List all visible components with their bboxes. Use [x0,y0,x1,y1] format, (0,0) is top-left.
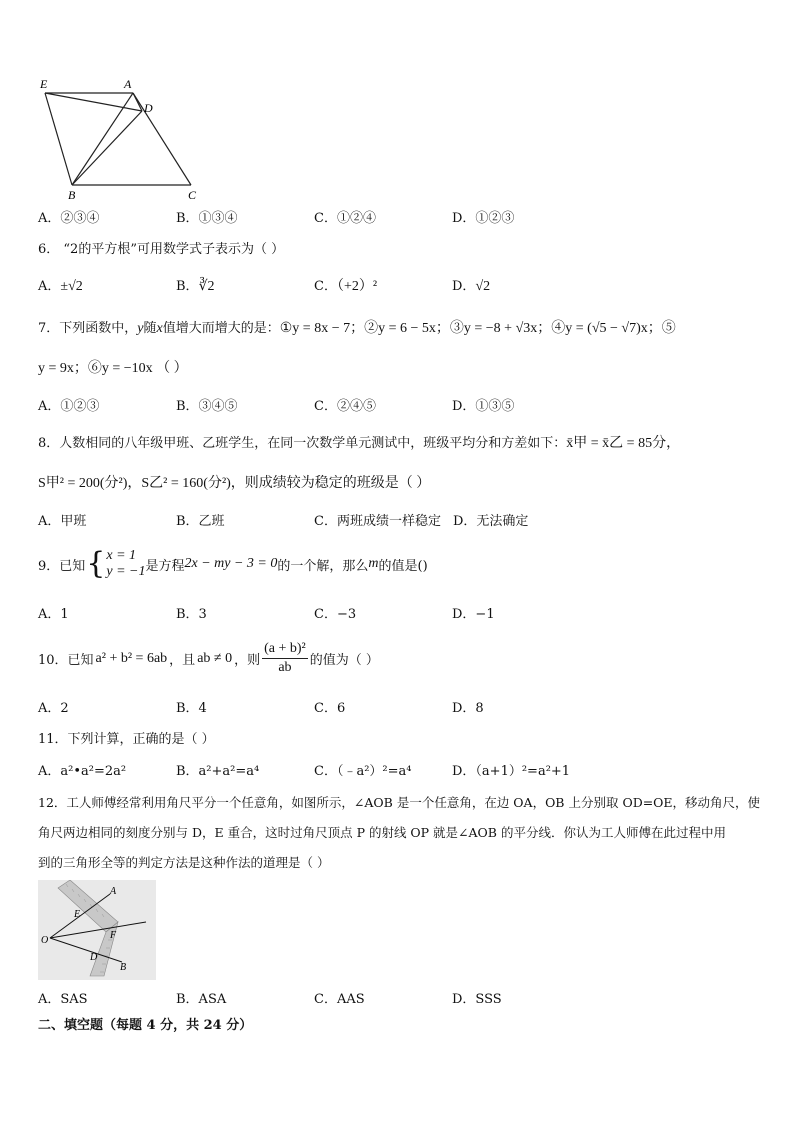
q8-line1 [38,432,680,452]
q7-f1: ①y = 8x − 7； [279,321,365,336]
q12-line1: 12．工人师傅经常利用角尺平分一个任意角，如图所示，∠AOB 是一个任意角，在边 OA，OB 上分别取 OD=OE，移动角尺，使 [38,795,761,810]
q7-f2: ②y = 6 − 5x； [364,321,450,336]
q6-option-b-expr: ∛2 [198,279,215,294]
q7-option-c: C．②④⑤ [314,399,376,414]
q9-m-var: m [368,556,379,571]
q12-option-c: C．AAS [314,992,365,1007]
q11-stem: 11．下列计算，正确的是（ ） [38,732,215,747]
q8-option-b: B．乙班 [176,514,225,529]
q12-option-d: D．SSS [452,992,502,1007]
label-c: C [188,188,197,202]
label-b: B [68,188,76,202]
q10-numerator: (a + b)² [262,640,308,659]
q12-line3: 到的三角形全等的判定方法是这种作法的道理是（ ） [38,855,330,870]
q7-option-a: A．①②③ [38,399,100,414]
q12-label-a: A [110,886,117,897]
q6-option-d-expr: √2 [475,279,491,294]
q9-option-a: A．1 [38,607,69,622]
q8-option-a: A．甲班 [38,514,87,529]
q9-suffix1: 的一个解，那么 [277,558,369,574]
q9-suffix2: 的值是() [378,558,428,574]
q8-option-c: C．两班成绩一样稳定 [314,514,441,529]
q11-option-b: B．a²+a²=a⁴ [176,764,260,779]
q7-f4: ④y = (√5 − √7)x；⑤ [551,321,676,336]
q12-label-o: O [41,935,49,946]
q10-denominator: ab [278,660,292,675]
q9-system [106,548,145,580]
section-2-title: 二、填空题（每题 4 分，共 24 分） [38,1018,253,1033]
q5-option-c: C．①②④ [314,211,376,226]
q10-mid2: ，则 [234,653,261,668]
q12-label-b: B [120,962,127,973]
q10-option-c: C．6 [314,701,346,716]
q9-sys2: y = −1 [106,564,146,579]
q6-option-b-label: B． [176,279,199,294]
q12-line2: 角尺两边相同的刻度分别与 D，E 重合，这时过角尺顶点 P 的射线 OP 就是∠AOB 的平分线．你认为工人师傅在此过程中用 [38,825,726,840]
q10-stem [38,640,379,677]
q7-option-b: B．③④⑤ [176,399,238,414]
q12-label-e: E [74,909,81,920]
q7-f3: ③y = −8 + √3x； [449,321,552,336]
q5-option-b: B．①③④ [176,211,238,226]
q7-sui: 随 [143,321,157,336]
q10-cond1: a² + b² = 6ab [95,650,168,666]
q11-option-a: A．a²•a²=2a² [38,764,127,779]
q6-option-c [314,275,377,295]
q10-fraction [262,640,308,677]
q10-suffix: 的值为（ ） [309,653,379,668]
q9-mid: 是方程 [145,558,185,574]
q6-option-d [452,275,490,295]
q12-option-b: B．ASA [176,992,227,1007]
label-d: D [144,101,153,115]
q7-option-d: D．①③⑤ [452,399,515,414]
q7-y-var: y [137,321,144,336]
q9-option-c: C．−3 [314,607,357,622]
q10-option-b: B．4 [176,701,207,716]
q10-prefix: 10．已知 [38,653,94,668]
q9-sys1: x = 1 [106,548,137,563]
q7-mid: 值增大而增大的是： [162,321,280,336]
q5-option-d: D．①②③ [452,211,515,226]
q12-label-f: F [110,930,117,941]
q9-option-b: B．3 [176,607,207,622]
q10-mid: ，且 [169,653,196,668]
q6-stem: 6． “2的平方根”可用数学式子表示为（ ） [38,242,285,257]
q6-option-b [176,275,214,295]
q6-option-a [38,275,83,295]
q8-option-d: D．无法确定 [453,514,529,529]
q5-option-a: A．②③④ [38,211,100,226]
q9-eq: 2x − my − 3 = 0 [184,556,278,571]
q7-x-var: x [156,321,163,336]
q9-stem [38,548,428,580]
q12-label-d: D [90,952,98,963]
q7-prefix: 7．下列函数中， [38,321,138,336]
q9-brace: { [86,546,106,581]
q7-line2: y = 9x；⑥y = −10x （ ） [38,361,188,376]
angle-bisector-figure [38,880,156,980]
q9-option-d: D．−1 [452,607,495,622]
q6-option-a-expr: ±√2 [60,279,83,294]
q8-mean: x̄甲 = x̄乙 = 85分， [566,436,681,451]
q6-option-c-expr: （+2）² [336,279,378,294]
q10-option-d: D．8 [452,701,484,716]
label-e: E [40,77,48,91]
label-a: A [124,77,132,91]
parallelogram-figure [30,74,210,204]
q11-option-d: D．（a+1）²=a²+1 [452,764,571,779]
q7-line1 [38,317,676,337]
q8-text: 8．人数相同的八年级甲班、乙班学生，在同一次数学单元测试中，班级平均分和方差如下： [38,436,567,451]
q6-option-d-label: D． [452,279,476,294]
q10-cond2: ab ≠ 0 [197,650,233,666]
q6-option-c-label: C． [314,279,337,294]
q8-line2: S甲² = 200(分²)，S乙² = 160(分²)，则成绩较为稳定的班级是（ ） [38,476,431,491]
q6-option-a-label: A． [38,279,61,294]
q10-option-a: A．2 [38,701,69,716]
q9-prefix: 9．已知 [38,558,86,574]
q12-option-a: A．SAS [38,992,88,1007]
q11-option-c: C．（﹣a²）²=a⁴ [314,764,412,779]
